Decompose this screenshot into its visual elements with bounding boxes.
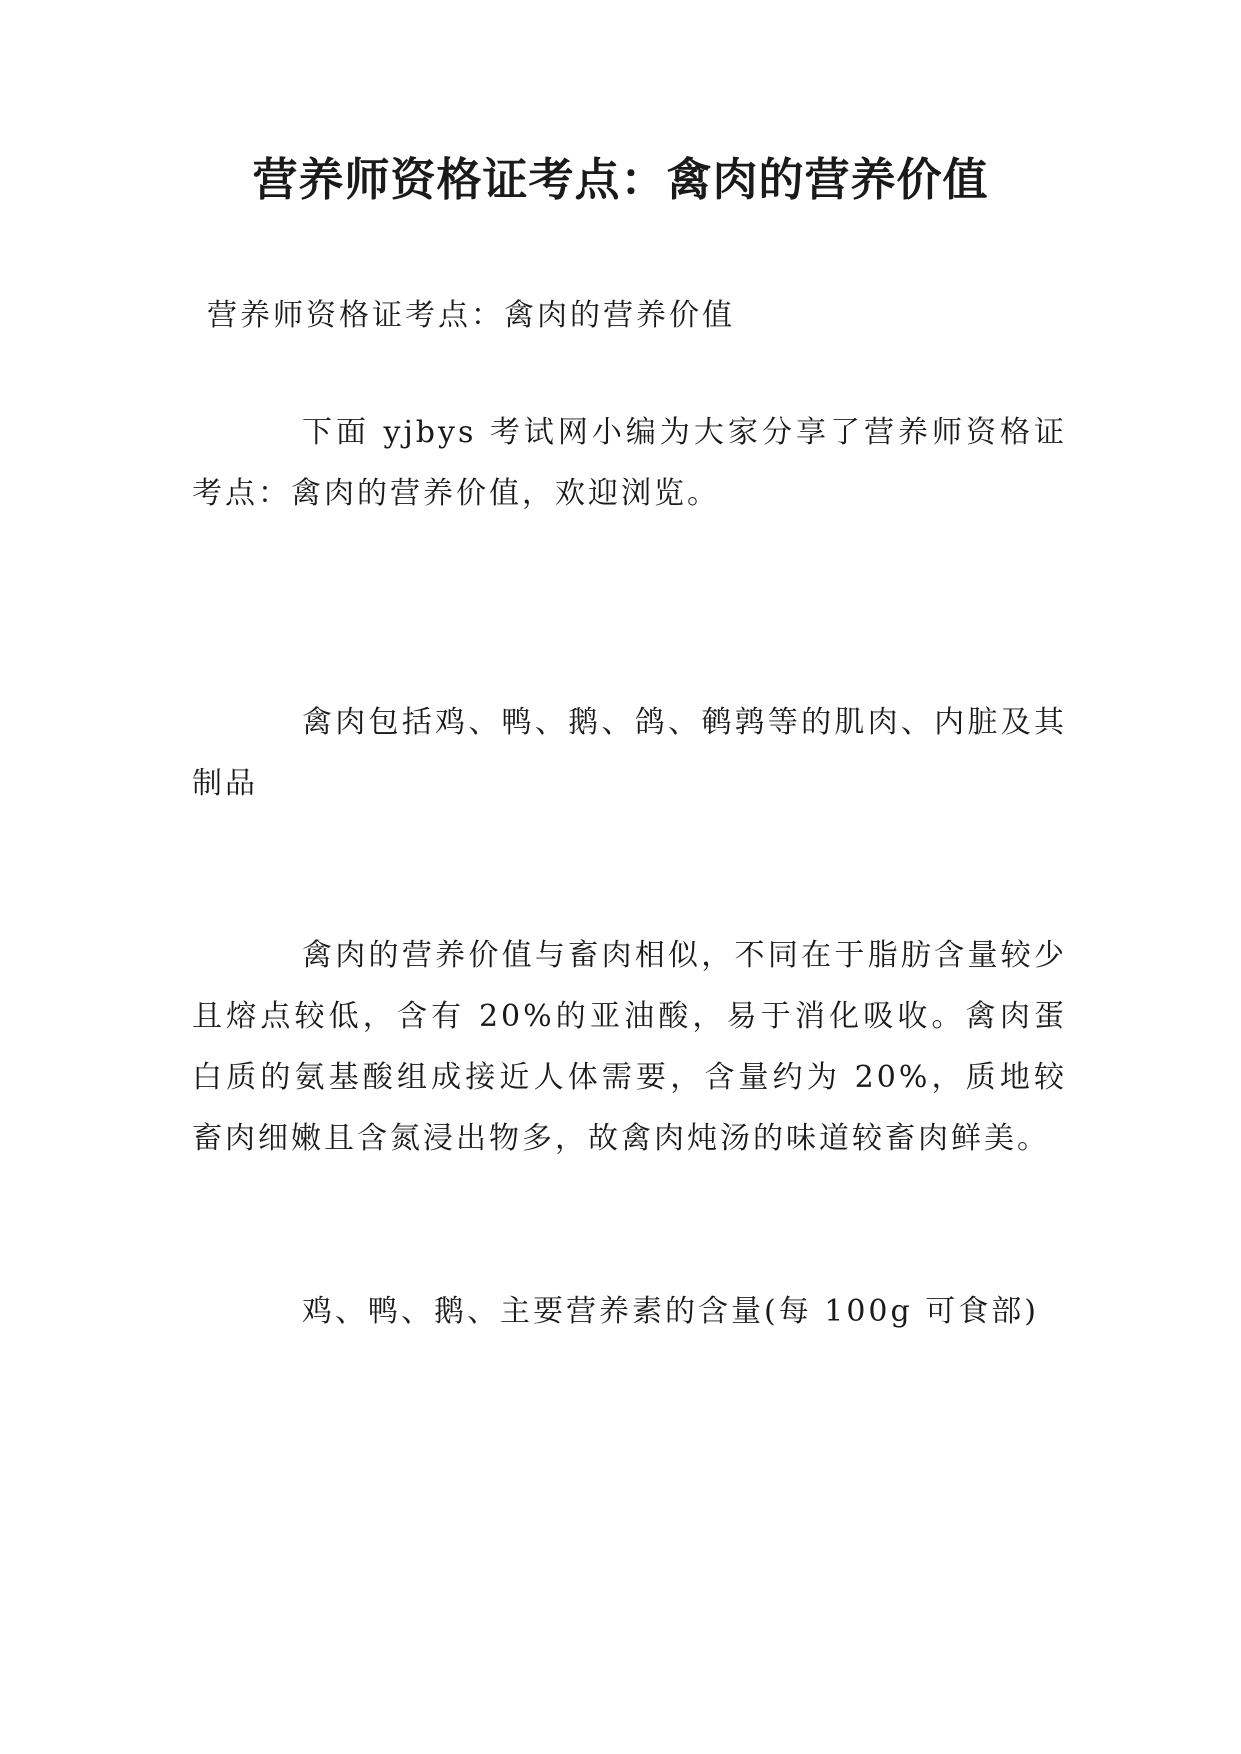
paragraph-table-caption: 鸡、鸭、鹅、主要营养素的含量(每 100g 可食部) xyxy=(302,1294,1039,1329)
document-subtitle: 营养师资格证考点：禽肉的营养价值 xyxy=(207,298,735,333)
paragraph-nutrition-value: 禽肉的营养价值与畜肉相似，不同在于脂肪含量较少且熔点较低，含有 20%的亚油酸，易于消化吸收。禽肉蛋白质的氨基酸组成接近人体需要，含量约为 20%，质地较畜肉细嫩且含氮浸出物多，故禽肉炖汤的味道较畜肉鲜美。 xyxy=(192,938,1067,1156)
paragraph-intro: 下面 yjbys 考试网小编为大家分享了营养师资格证考点：禽肉的营养价值，欢迎浏览。 xyxy=(192,415,1067,511)
document-title: 营养师资格证考点：禽肉的营养价值 xyxy=(252,153,989,206)
paragraph-poultry-definition: 禽肉包括鸡、鸭、鹅、鸽、鹌鹑等的肌肉、内脏及其制品 xyxy=(192,705,1067,801)
